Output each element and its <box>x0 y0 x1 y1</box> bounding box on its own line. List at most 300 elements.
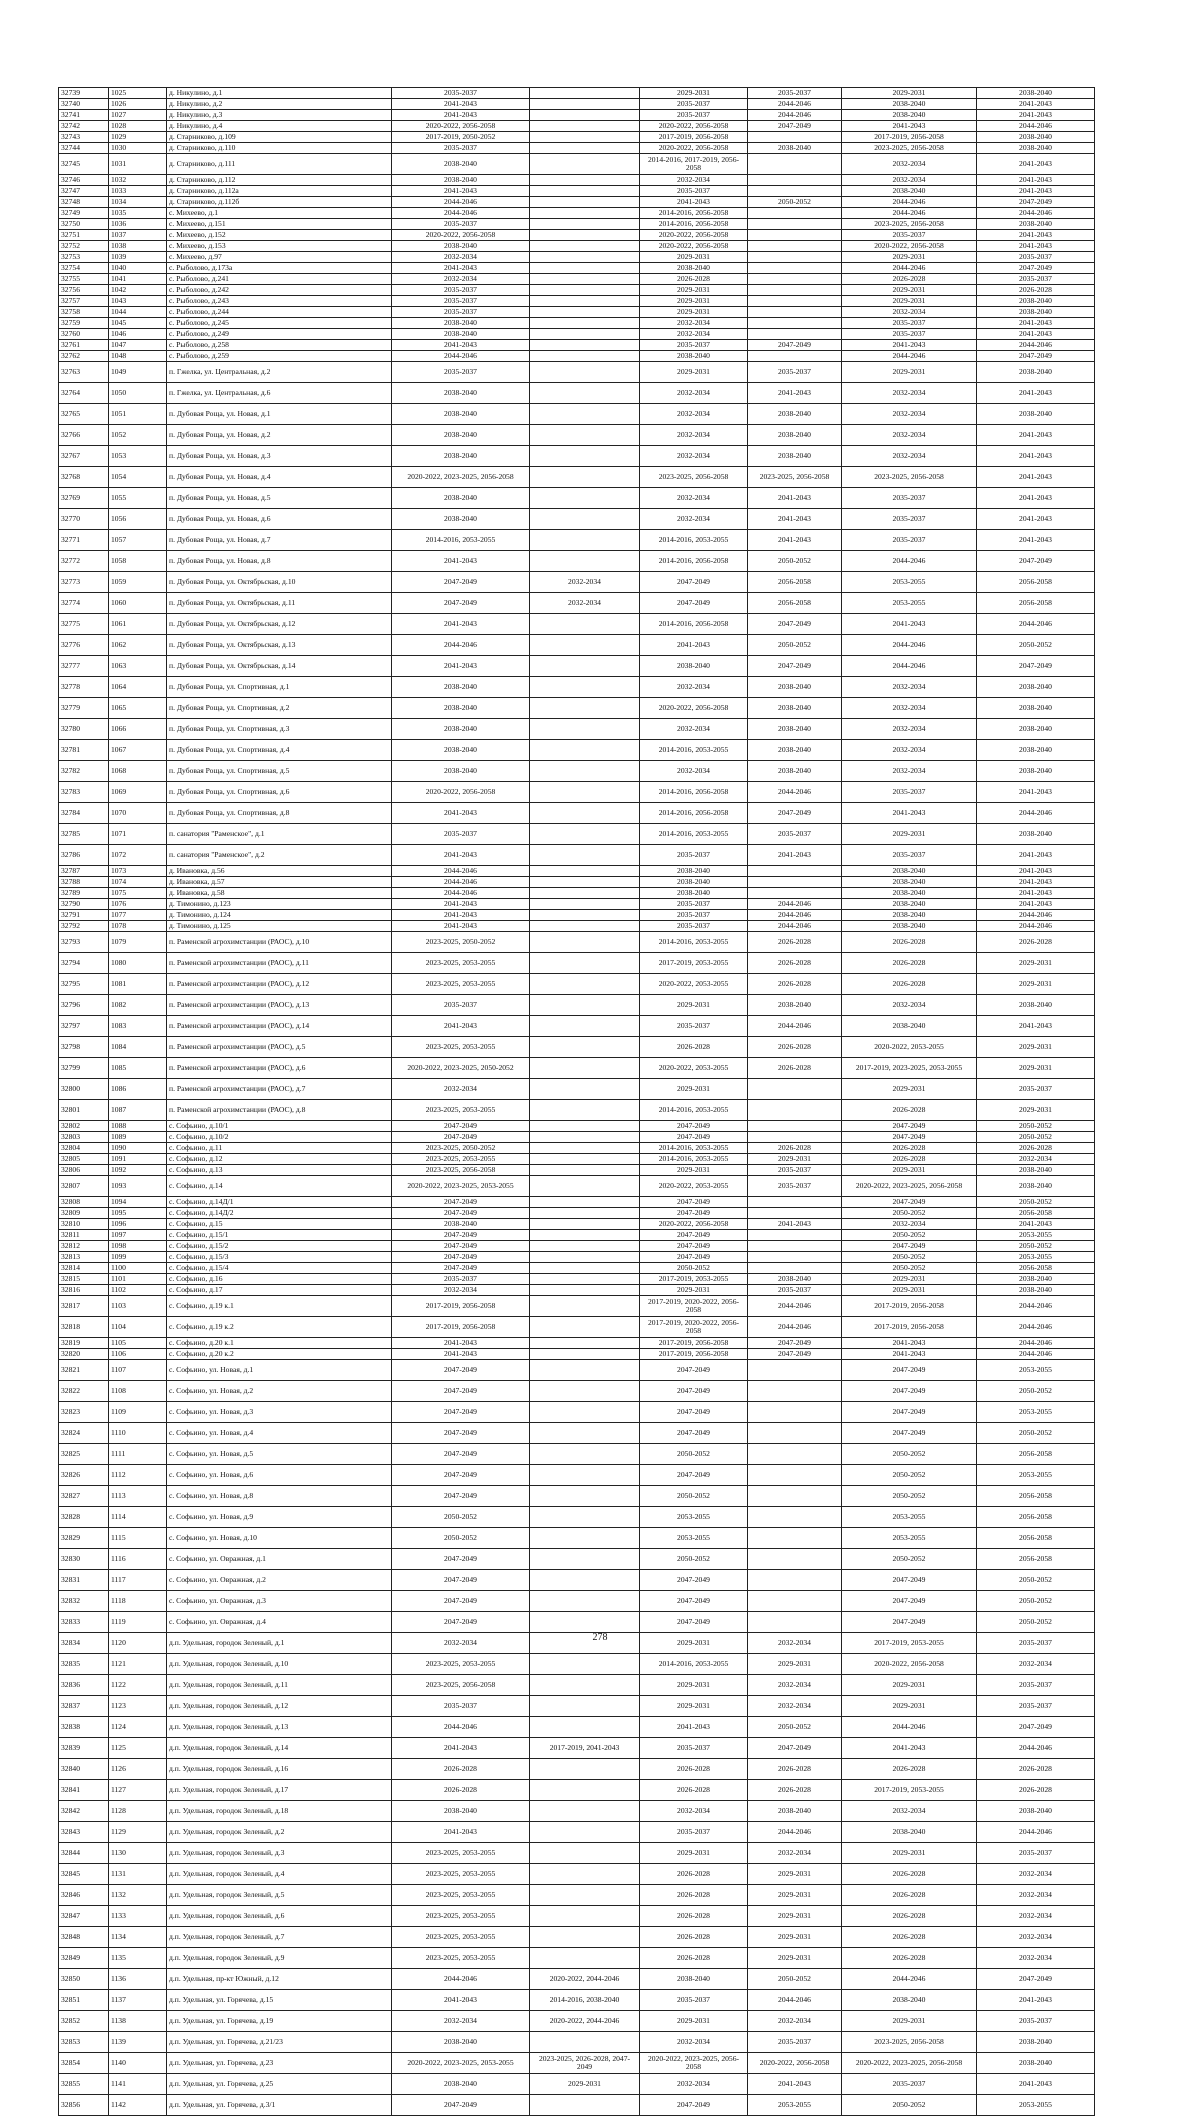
cell-period_2 <box>530 824 640 845</box>
cell-id: 32741 <box>59 110 109 121</box>
cell-period_4: 2032-2034 <box>748 1675 842 1696</box>
cell-id: 32817 <box>59 1296 109 1317</box>
cell-period_6: 2056-2058 <box>977 1528 1095 1549</box>
cell-period_3: 2050-2052 <box>640 1263 748 1274</box>
table-row <box>59 1675 1095 1696</box>
cell-period_2 <box>530 274 640 285</box>
cell-period_4: 2020-2022, 2056-2058 <box>748 2053 842 2074</box>
cell-period_6: 2041-2043 <box>977 2074 1095 2095</box>
cell-address: д.п. Удельная, городок Зеленый, д.11 <box>167 1675 392 1696</box>
cell-period_3: 2038-2040 <box>640 877 748 888</box>
cell-address: п. Дубовая Роща, ул. Октябрьская, д.14 <box>167 656 392 677</box>
cell-period_5: 2032-2034 <box>842 761 977 782</box>
cell-period_4 <box>748 1197 842 1208</box>
table-row <box>59 1285 1095 1296</box>
cell-num: 1097 <box>109 1230 167 1241</box>
cell-period_1: 2023-2025, 2053-2055 <box>392 1864 530 1885</box>
cell-period_4 <box>748 252 842 263</box>
cell-period_2 <box>530 1274 640 1285</box>
cell-address: с. Рыболово, д.173а <box>167 263 392 274</box>
table-row <box>59 974 1095 995</box>
cell-id: 32773 <box>59 572 109 593</box>
cell-id: 32755 <box>59 274 109 285</box>
cell-period_5: 2041-2043 <box>842 121 977 132</box>
cell-num: 1132 <box>109 1885 167 1906</box>
cell-period_1: 2032-2034 <box>392 1285 530 1296</box>
cell-period_1: 2038-2040 <box>392 175 530 186</box>
cell-num: 1111 <box>109 1444 167 1465</box>
cell-period_5: 2035-2037 <box>842 530 977 551</box>
cell-period_2 <box>530 1591 640 1612</box>
cell-period_1: 2035-2037 <box>392 362 530 383</box>
cell-num: 1085 <box>109 1058 167 1079</box>
cell-period_3: 2029-2031 <box>640 88 748 99</box>
cell-period_3: 2035-2037 <box>640 1016 748 1037</box>
table-row <box>59 803 1095 824</box>
cell-period_1: 2038-2040 <box>392 1219 530 1230</box>
cell-period_5: 2047-2049 <box>842 1612 977 1633</box>
cell-address: п. Раменской агрохимстанции (РАОС), д.10 <box>167 932 392 953</box>
cell-period_6: 2026-2028 <box>977 932 1095 953</box>
cell-period_6: 2044-2046 <box>977 614 1095 635</box>
cell-address: с. Рыболово, д.245 <box>167 318 392 329</box>
cell-period_2 <box>530 208 640 219</box>
table-row <box>59 1570 1095 1591</box>
cell-period_2: 2029-2031 <box>530 2074 640 2095</box>
cell-address: д.п. Удельная, городок Зеленый, д.6 <box>167 1906 392 1927</box>
cell-address: д.п. Удельная, городок Зеленый, д.18 <box>167 1801 392 1822</box>
cell-num: 1048 <box>109 351 167 362</box>
cell-period_2: 2017-2019, 2041-2043 <box>530 1738 640 1759</box>
cell-period_1: 2041-2043 <box>392 1738 530 1759</box>
cell-period_5: 2032-2034 <box>842 175 977 186</box>
cell-period_1: 2032-2034 <box>392 2011 530 2032</box>
cell-address: п. Дубовая Роща, ул. Спортивная, д.8 <box>167 803 392 824</box>
cell-period_2 <box>530 252 640 263</box>
cell-address: д. Тимонино, д.123 <box>167 899 392 910</box>
table-row <box>59 263 1095 274</box>
cell-id: 32793 <box>59 932 109 953</box>
cell-period_4: 2044-2046 <box>748 1317 842 1338</box>
cell-period_3: 2014-2016, 2056-2058 <box>640 614 748 635</box>
cell-num: 1032 <box>109 175 167 186</box>
cell-address: п. Дубовая Роща, ул. Новая, д.6 <box>167 509 392 530</box>
cell-address: д.п. Удельная, городок Зеленый, д.16 <box>167 1759 392 1780</box>
cell-period_2 <box>530 1402 640 1423</box>
cell-period_5: 2044-2046 <box>842 551 977 572</box>
cell-period_1: 2041-2043 <box>392 263 530 274</box>
table-row <box>59 1927 1095 1948</box>
cell-period_2 <box>530 782 640 803</box>
cell-period_6: 2038-2040 <box>977 296 1095 307</box>
cell-num: 1068 <box>109 761 167 782</box>
cell-id: 32788 <box>59 877 109 888</box>
cell-num: 1133 <box>109 1906 167 1927</box>
cell-period_4: 2029-2031 <box>748 1927 842 1948</box>
table-row <box>59 1465 1095 1486</box>
cell-period_6: 2029-2031 <box>977 974 1095 995</box>
cell-address: п. Раменской агрохимстанции (РАОС), д.6 <box>167 1058 392 1079</box>
table-row <box>59 953 1095 974</box>
cell-period_5: 2050-2052 <box>842 1549 977 1570</box>
cell-period_2 <box>530 1717 640 1738</box>
cell-period_6: 2038-2040 <box>977 362 1095 383</box>
cell-num: 1047 <box>109 340 167 351</box>
cell-num: 1138 <box>109 2011 167 2032</box>
cell-period_6: 2044-2046 <box>977 1317 1095 1338</box>
cell-period_4: 2038-2040 <box>748 698 842 719</box>
cell-period_1: 2038-2040 <box>392 698 530 719</box>
cell-address: д.п. Удельная, ул. Горячева, д.3/1 <box>167 2095 392 2116</box>
cell-address: п. Дубовая Роща, ул. Спортивная, д.1 <box>167 677 392 698</box>
cell-period_3: 2014-2016, 2053-2055 <box>640 530 748 551</box>
table-row <box>59 1486 1095 1507</box>
cell-period_6: 2035-2037 <box>977 252 1095 263</box>
cell-period_2 <box>530 1654 640 1675</box>
cell-address: п. Дубовая Роща, ул. Новая, д.2 <box>167 425 392 446</box>
cell-id: 32826 <box>59 1465 109 1486</box>
cell-period_5: 2047-2049 <box>842 1241 977 1252</box>
cell-num: 1031 <box>109 154 167 175</box>
cell-period_3: 2047-2049 <box>640 1591 748 1612</box>
cell-num: 1028 <box>109 121 167 132</box>
cell-period_3: 2047-2049 <box>640 572 748 593</box>
cell-period_6: 2041-2043 <box>977 446 1095 467</box>
cell-period_5: 2038-2040 <box>842 910 977 921</box>
cell-period_6: 2044-2046 <box>977 803 1095 824</box>
cell-id: 32849 <box>59 1948 109 1969</box>
cell-period_5: 2044-2046 <box>842 656 977 677</box>
cell-period_6: 2032-2034 <box>977 1654 1095 1675</box>
cell-address: д.п. Удельная, городок Зеленый, д.3 <box>167 1843 392 1864</box>
cell-period_6: 2032-2034 <box>977 1154 1095 1165</box>
cell-address: д.п. Удельная, городок Зеленый, д.2 <box>167 1822 392 1843</box>
cell-id: 32760 <box>59 329 109 340</box>
cell-period_6: 2032-2034 <box>977 1864 1095 1885</box>
cell-period_2 <box>530 340 640 351</box>
cell-id: 32743 <box>59 132 109 143</box>
cell-period_4 <box>748 274 842 285</box>
cell-period_6: 2044-2046 <box>977 921 1095 932</box>
table-row <box>59 1969 1095 1990</box>
cell-period_6: 2050-2052 <box>977 1132 1095 1143</box>
cell-period_4 <box>748 285 842 296</box>
cell-period_2 <box>530 1121 640 1132</box>
cell-period_6: 2041-2043 <box>977 329 1095 340</box>
cell-period_5: 2026-2028 <box>842 1948 977 1969</box>
cell-address: с. Рыболово, д.244 <box>167 307 392 318</box>
table-row <box>59 197 1095 208</box>
cell-period_3: 2041-2043 <box>640 1717 748 1738</box>
cell-period_1: 2017-2019, 2056-2058 <box>392 1296 530 1317</box>
cell-period_2 <box>530 910 640 921</box>
cell-period_1: 2047-2049 <box>392 2095 530 2116</box>
cell-period_3: 2047-2049 <box>640 1252 748 1263</box>
cell-id: 32815 <box>59 1274 109 1285</box>
cell-period_6: 2029-2031 <box>977 1058 1095 1079</box>
cell-period_4: 2032-2034 <box>748 1696 842 1717</box>
cell-period_5: 2032-2034 <box>842 995 977 1016</box>
table-row <box>59 1121 1095 1132</box>
cell-period_3: 2038-2040 <box>640 656 748 677</box>
cell-period_6: 2035-2037 <box>977 1675 1095 1696</box>
cell-period_4 <box>748 296 842 307</box>
cell-period_6: 2050-2052 <box>977 1591 1095 1612</box>
cell-num: 1087 <box>109 1100 167 1121</box>
cell-period_3: 2026-2028 <box>640 1927 748 1948</box>
cell-period_1: 2014-2016, 2053-2055 <box>392 530 530 551</box>
table-row <box>59 761 1095 782</box>
cell-address: д.п. Удельная, городок Зеленый, д.17 <box>167 1780 392 1801</box>
cell-id: 32770 <box>59 509 109 530</box>
cell-period_4 <box>748 866 842 877</box>
cell-period_6: 2041-2043 <box>977 175 1095 186</box>
cell-period_3: 2032-2034 <box>640 329 748 340</box>
cell-num: 1126 <box>109 1759 167 1780</box>
cell-period_2 <box>530 263 640 274</box>
table-row <box>59 1801 1095 1822</box>
cell-id: 32785 <box>59 824 109 845</box>
cell-period_4: 2029-2031 <box>748 1885 842 1906</box>
cell-period_6: 2038-2040 <box>977 1165 1095 1176</box>
cell-num: 1102 <box>109 1285 167 1296</box>
cell-period_3: 2038-2040 <box>640 263 748 274</box>
table-row <box>59 1360 1095 1381</box>
cell-period_4 <box>748 208 842 219</box>
table-row <box>59 572 1095 593</box>
cell-period_1: 2047-2049 <box>392 1197 530 1208</box>
cell-period_2 <box>530 197 640 208</box>
cell-period_3: 2020-2022, 2056-2058 <box>640 143 748 154</box>
cell-period_3: 2014-2016, 2053-2055 <box>640 740 748 761</box>
cell-period_3: 2026-2028 <box>640 1864 748 1885</box>
cell-id: 32840 <box>59 1759 109 1780</box>
table-row <box>59 154 1095 175</box>
cell-period_1: 2032-2034 <box>392 252 530 263</box>
cell-period_3: 2014-2016, 2053-2055 <box>640 1654 748 1675</box>
cell-period_6: 2029-2031 <box>977 953 1095 974</box>
cell-period_5: 2026-2028 <box>842 1885 977 1906</box>
table-row <box>59 1654 1095 1675</box>
cell-period_2 <box>530 1208 640 1219</box>
cell-id: 32792 <box>59 921 109 932</box>
cell-period_2 <box>530 446 640 467</box>
cell-period_4: 2029-2031 <box>748 1906 842 1927</box>
table-row <box>59 932 1095 953</box>
cell-period_5: 2038-2040 <box>842 877 977 888</box>
cell-period_2 <box>530 1780 640 1801</box>
cell-period_1: 2026-2028 <box>392 1780 530 1801</box>
cell-address: с. Софьино, д.19 к.1 <box>167 1296 392 1317</box>
table-row <box>59 877 1095 888</box>
table-row <box>59 782 1095 803</box>
cell-period_1: 2038-2040 <box>392 677 530 698</box>
cell-period_5: 2023-2025, 2056-2058 <box>842 2032 977 2053</box>
cell-period_6: 2050-2052 <box>977 1121 1095 1132</box>
table-row <box>59 1296 1095 1317</box>
cell-period_2 <box>530 921 640 932</box>
cell-period_5: 2038-2040 <box>842 1822 977 1843</box>
table-row <box>59 208 1095 219</box>
cell-address: д. Никулино, д.4 <box>167 121 392 132</box>
cell-period_1: 2023-2025, 2053-2055 <box>392 1885 530 1906</box>
cell-address: с. Рыболово, д.241 <box>167 274 392 285</box>
cell-period_5: 2050-2052 <box>842 1208 977 1219</box>
cell-id: 32808 <box>59 1197 109 1208</box>
cell-address: п. Дубовая Роща, ул. Новая, д.5 <box>167 488 392 509</box>
cell-period_6: 2044-2046 <box>977 121 1095 132</box>
cell-address: п. санатория "Раменское", д.2 <box>167 845 392 866</box>
cell-period_3: 2032-2034 <box>640 719 748 740</box>
cell-id: 32796 <box>59 995 109 1016</box>
cell-period_5: 2023-2025, 2056-2058 <box>842 143 977 154</box>
cell-period_2 <box>530 1285 640 1296</box>
cell-num: 1104 <box>109 1317 167 1338</box>
cell-period_1: 2035-2037 <box>392 1274 530 1285</box>
cell-address: п. Дубовая Роща, ул. Октябрьская, д.11 <box>167 593 392 614</box>
cell-period_1: 2047-2049 <box>392 1132 530 1143</box>
cell-period_4: 2041-2043 <box>748 2074 842 2095</box>
cell-period_2 <box>530 404 640 425</box>
cell-period_2 <box>530 467 640 488</box>
cell-period_1: 2047-2049 <box>392 1612 530 1633</box>
cell-period_1: 2041-2043 <box>392 1016 530 1037</box>
cell-period_3: 2032-2034 <box>640 761 748 782</box>
cell-period_5: 2035-2037 <box>842 318 977 329</box>
table-row <box>59 593 1095 614</box>
cell-period_6: 2041-2043 <box>977 383 1095 404</box>
cell-id: 32806 <box>59 1165 109 1176</box>
cell-period_5: 2044-2046 <box>842 208 977 219</box>
cell-address: с. Софьино, д.15/3 <box>167 1252 392 1263</box>
cell-period_1: 2020-2022, 2056-2058 <box>392 121 530 132</box>
cell-period_2 <box>530 1197 640 1208</box>
cell-period_6: 2044-2046 <box>977 1296 1095 1317</box>
cell-period_1: 2047-2049 <box>392 1121 530 1132</box>
table-row <box>59 888 1095 899</box>
cell-period_3: 2029-2031 <box>640 252 748 263</box>
cell-period_2 <box>530 551 640 572</box>
cell-period_6: 2032-2034 <box>977 1948 1095 1969</box>
cell-period_1: 2020-2022, 2056-2058 <box>392 782 530 803</box>
cell-period_1: 2020-2022, 2023-2025, 2050-2052 <box>392 1058 530 1079</box>
cell-id: 32827 <box>59 1486 109 1507</box>
cell-num: 1098 <box>109 1241 167 1252</box>
cell-period_2 <box>530 296 640 307</box>
cell-id: 32844 <box>59 1843 109 1864</box>
cell-period_2: 2023-2025, 2026-2028, 2047-2049 <box>530 2053 640 2074</box>
table-row <box>59 99 1095 110</box>
cell-period_2 <box>530 1486 640 1507</box>
cell-period_6: 2026-2028 <box>977 1780 1095 1801</box>
cell-address: д. Никулино, д.2 <box>167 99 392 110</box>
cell-period_4 <box>748 1132 842 1143</box>
cell-period_3: 2035-2037 <box>640 845 748 866</box>
cell-period_3: 2038-2040 <box>640 351 748 362</box>
cell-period_4 <box>748 1612 842 1633</box>
cell-period_5: 2050-2052 <box>842 1486 977 1507</box>
cell-address: д. Старниково, д.111 <box>167 154 392 175</box>
cell-period_4: 2050-2052 <box>748 551 842 572</box>
table-row <box>59 467 1095 488</box>
table-row <box>59 1843 1095 1864</box>
cell-period_3: 2020-2022, 2053-2055 <box>640 974 748 995</box>
cell-period_1: 2035-2037 <box>392 1696 530 1717</box>
table-row <box>59 340 1095 351</box>
table-row <box>59 1528 1095 1549</box>
cell-period_5: 2029-2031 <box>842 1285 977 1296</box>
cell-period_2 <box>530 1423 640 1444</box>
cell-period_6: 2041-2043 <box>977 186 1095 197</box>
cell-period_2 <box>530 1675 640 1696</box>
cell-period_2 <box>530 154 640 175</box>
cell-id: 32782 <box>59 761 109 782</box>
table-row <box>59 677 1095 698</box>
cell-period_3: 2035-2037 <box>640 186 748 197</box>
cell-period_5: 2017-2019, 2056-2058 <box>842 132 977 143</box>
table-row <box>59 1591 1095 1612</box>
cell-period_1: 2023-2025, 2053-2055 <box>392 1100 530 1121</box>
cell-address: с. Софьино, д.17 <box>167 1285 392 1296</box>
cell-id: 32807 <box>59 1176 109 1197</box>
cell-num: 1095 <box>109 1208 167 1219</box>
cell-num: 1079 <box>109 932 167 953</box>
cell-period_1: 2023-2025, 2053-2055 <box>392 1906 530 1927</box>
cell-id: 32787 <box>59 866 109 877</box>
cell-num: 1065 <box>109 698 167 719</box>
cell-period_4: 2044-2046 <box>748 110 842 121</box>
cell-period_6: 2038-2040 <box>977 132 1095 143</box>
table-row <box>59 1507 1095 1528</box>
cell-num: 1026 <box>109 99 167 110</box>
cell-period_6: 2038-2040 <box>977 1801 1095 1822</box>
cell-address: д.п. Удельная, городок Зеленый, д.13 <box>167 1717 392 1738</box>
cell-id: 32846 <box>59 1885 109 1906</box>
cell-id: 32802 <box>59 1121 109 1132</box>
cell-period_4: 2038-2040 <box>748 446 842 467</box>
cell-period_2 <box>530 1381 640 1402</box>
cell-period_3: 2035-2037 <box>640 99 748 110</box>
cell-num: 1142 <box>109 2095 167 2116</box>
cell-period_3: 2029-2031 <box>640 285 748 296</box>
cell-period_1: 2035-2037 <box>392 296 530 307</box>
cell-period_3: 2029-2031 <box>640 296 748 307</box>
cell-period_2 <box>530 285 640 296</box>
table-row <box>59 307 1095 318</box>
cell-period_5: 2026-2028 <box>842 1864 977 1885</box>
cell-period_5: 2023-2025, 2056-2058 <box>842 219 977 230</box>
cell-period_4 <box>748 1263 842 1274</box>
cell-period_1: 2038-2040 <box>392 404 530 425</box>
cell-period_5: 2029-2031 <box>842 252 977 263</box>
cell-num: 1046 <box>109 329 167 340</box>
cell-period_3: 2032-2034 <box>640 2032 748 2053</box>
cell-period_4: 2032-2034 <box>748 1843 842 1864</box>
cell-period_1: 2035-2037 <box>392 824 530 845</box>
cell-period_5: 2053-2055 <box>842 593 977 614</box>
cell-period_5: 2032-2034 <box>842 677 977 698</box>
cell-id: 32811 <box>59 1230 109 1241</box>
table-row <box>59 1738 1095 1759</box>
table-row <box>59 1381 1095 1402</box>
cell-period_2 <box>530 899 640 910</box>
cell-period_3: 2017-2019, 2056-2058 <box>640 1349 748 1360</box>
table-row <box>59 551 1095 572</box>
cell-period_5: 2038-2040 <box>842 899 977 910</box>
cell-period_5: 2044-2046 <box>842 263 977 274</box>
cell-period_6: 2038-2040 <box>977 88 1095 99</box>
cell-id: 32769 <box>59 488 109 509</box>
